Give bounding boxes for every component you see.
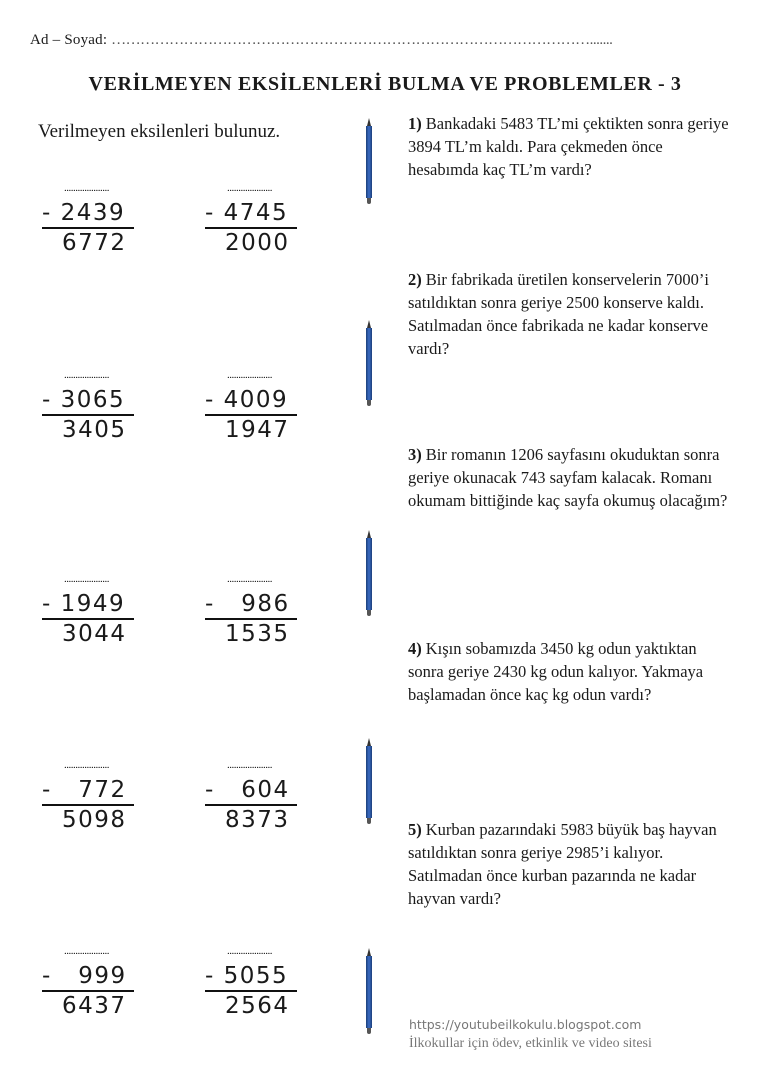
difference: 2564 bbox=[225, 993, 290, 1019]
problem-number: 1) bbox=[408, 114, 422, 133]
blank-dots: .................... bbox=[64, 182, 109, 194]
name-field bbox=[30, 32, 612, 49]
difference: 6437 bbox=[62, 993, 127, 1019]
problem-number: 5) bbox=[408, 820, 422, 839]
difference: 2000 bbox=[225, 230, 290, 256]
subtrahend: - 772 bbox=[42, 777, 127, 803]
difference: 3405 bbox=[62, 417, 127, 443]
problem-1 bbox=[408, 112, 733, 181]
difference: 8373 bbox=[225, 807, 290, 833]
pencil-icon bbox=[365, 948, 373, 1036]
pencil-icon bbox=[365, 320, 373, 408]
subtrahend: - 999 bbox=[42, 963, 127, 989]
difference: 6772 bbox=[62, 230, 127, 256]
subtrahend: - 604 bbox=[205, 777, 290, 803]
problem-text: Bankadaki 5483 TL’mi çektikten sonra geriye 3894 TL’m kaldı. Para çekmeden önce hesabımda kaç TL’m vardı? bbox=[408, 114, 729, 179]
blank-dots: .................... bbox=[227, 369, 272, 381]
blank-dots: .................... bbox=[64, 945, 109, 957]
problem-text: Kurban pazarındaki 5983 büyük baş hayvan satıldıktan sonra geriye 2985’i kalıyor. Satılmadan önce kurban pazarında ne kadar hayvan vardı? bbox=[408, 820, 717, 908]
blank-dots: .................... bbox=[227, 573, 272, 585]
problem-number: 2) bbox=[408, 270, 422, 289]
problem-text: Bir romanın 1206 sayfasını okuduktan sonra geriye okunacak 743 sayfam kalacak. Romanı okumam bittiğinde kaç sayfa okumuş olacağım? bbox=[408, 445, 728, 510]
blank-dots: .................... bbox=[64, 573, 109, 585]
blank-dots: .................... bbox=[64, 759, 109, 771]
subtrahend: - 1949 bbox=[42, 591, 126, 617]
problem-5 bbox=[408, 818, 733, 910]
difference: 1947 bbox=[225, 417, 290, 443]
subtrahend: - 5055 bbox=[205, 963, 289, 989]
problem-number: 3) bbox=[408, 445, 422, 464]
pencil-icon bbox=[365, 530, 373, 618]
subtrahend: - 4745 bbox=[205, 200, 289, 226]
difference: 1535 bbox=[225, 621, 290, 647]
problem-2 bbox=[408, 268, 733, 360]
pencil-icon bbox=[365, 738, 373, 826]
blank-dots: .................... bbox=[64, 369, 109, 381]
footer-description: İlkokullar için ödev, etkinlik ve video sitesi bbox=[409, 1036, 652, 1051]
subtrahend: - 4009 bbox=[205, 387, 289, 413]
instruction-text: Verilmeyen eksilenleri bulunuz. bbox=[38, 121, 281, 142]
problem-text: Bir fabrikada üretilen konservelerin 7000’i satıldıktan sonra geriye 2500 konserve kaldı. Satılmadan önce fabrikada ne kadar konserve vardı? bbox=[408, 270, 709, 358]
blank-dots: .................... bbox=[227, 182, 272, 194]
problem-4 bbox=[408, 637, 733, 706]
problem-3 bbox=[408, 443, 733, 512]
footer-url[interactable]: https://youtubeilkokulu.blogspot.com bbox=[409, 1017, 642, 1032]
subtrahend: - 986 bbox=[205, 591, 290, 617]
blank-dots: .................... bbox=[227, 945, 272, 957]
difference: 5098 bbox=[62, 807, 127, 833]
subtrahend: - 2439 bbox=[42, 200, 126, 226]
subtrahend: - 3065 bbox=[42, 387, 126, 413]
name-label: Ad – Soyad: bbox=[30, 32, 108, 48]
difference: 3044 bbox=[62, 621, 127, 647]
blank-dots: .................... bbox=[227, 759, 272, 771]
page-title: VERİLMEYEN EKSİLENLERİ BULMA VE PROBLEMLER - 3 bbox=[88, 73, 682, 95]
name-dots: ………………………………………………………………………………………....... bbox=[111, 32, 613, 48]
pencil-icon bbox=[365, 118, 373, 206]
problem-number: 4) bbox=[408, 639, 422, 658]
problem-text: Kışın sobamızda 3450 kg odun yaktıktan sonra geriye 2430 kg odun kalıyor. Yakmaya başlamadan önce kaç kg odun vardı? bbox=[408, 639, 704, 704]
